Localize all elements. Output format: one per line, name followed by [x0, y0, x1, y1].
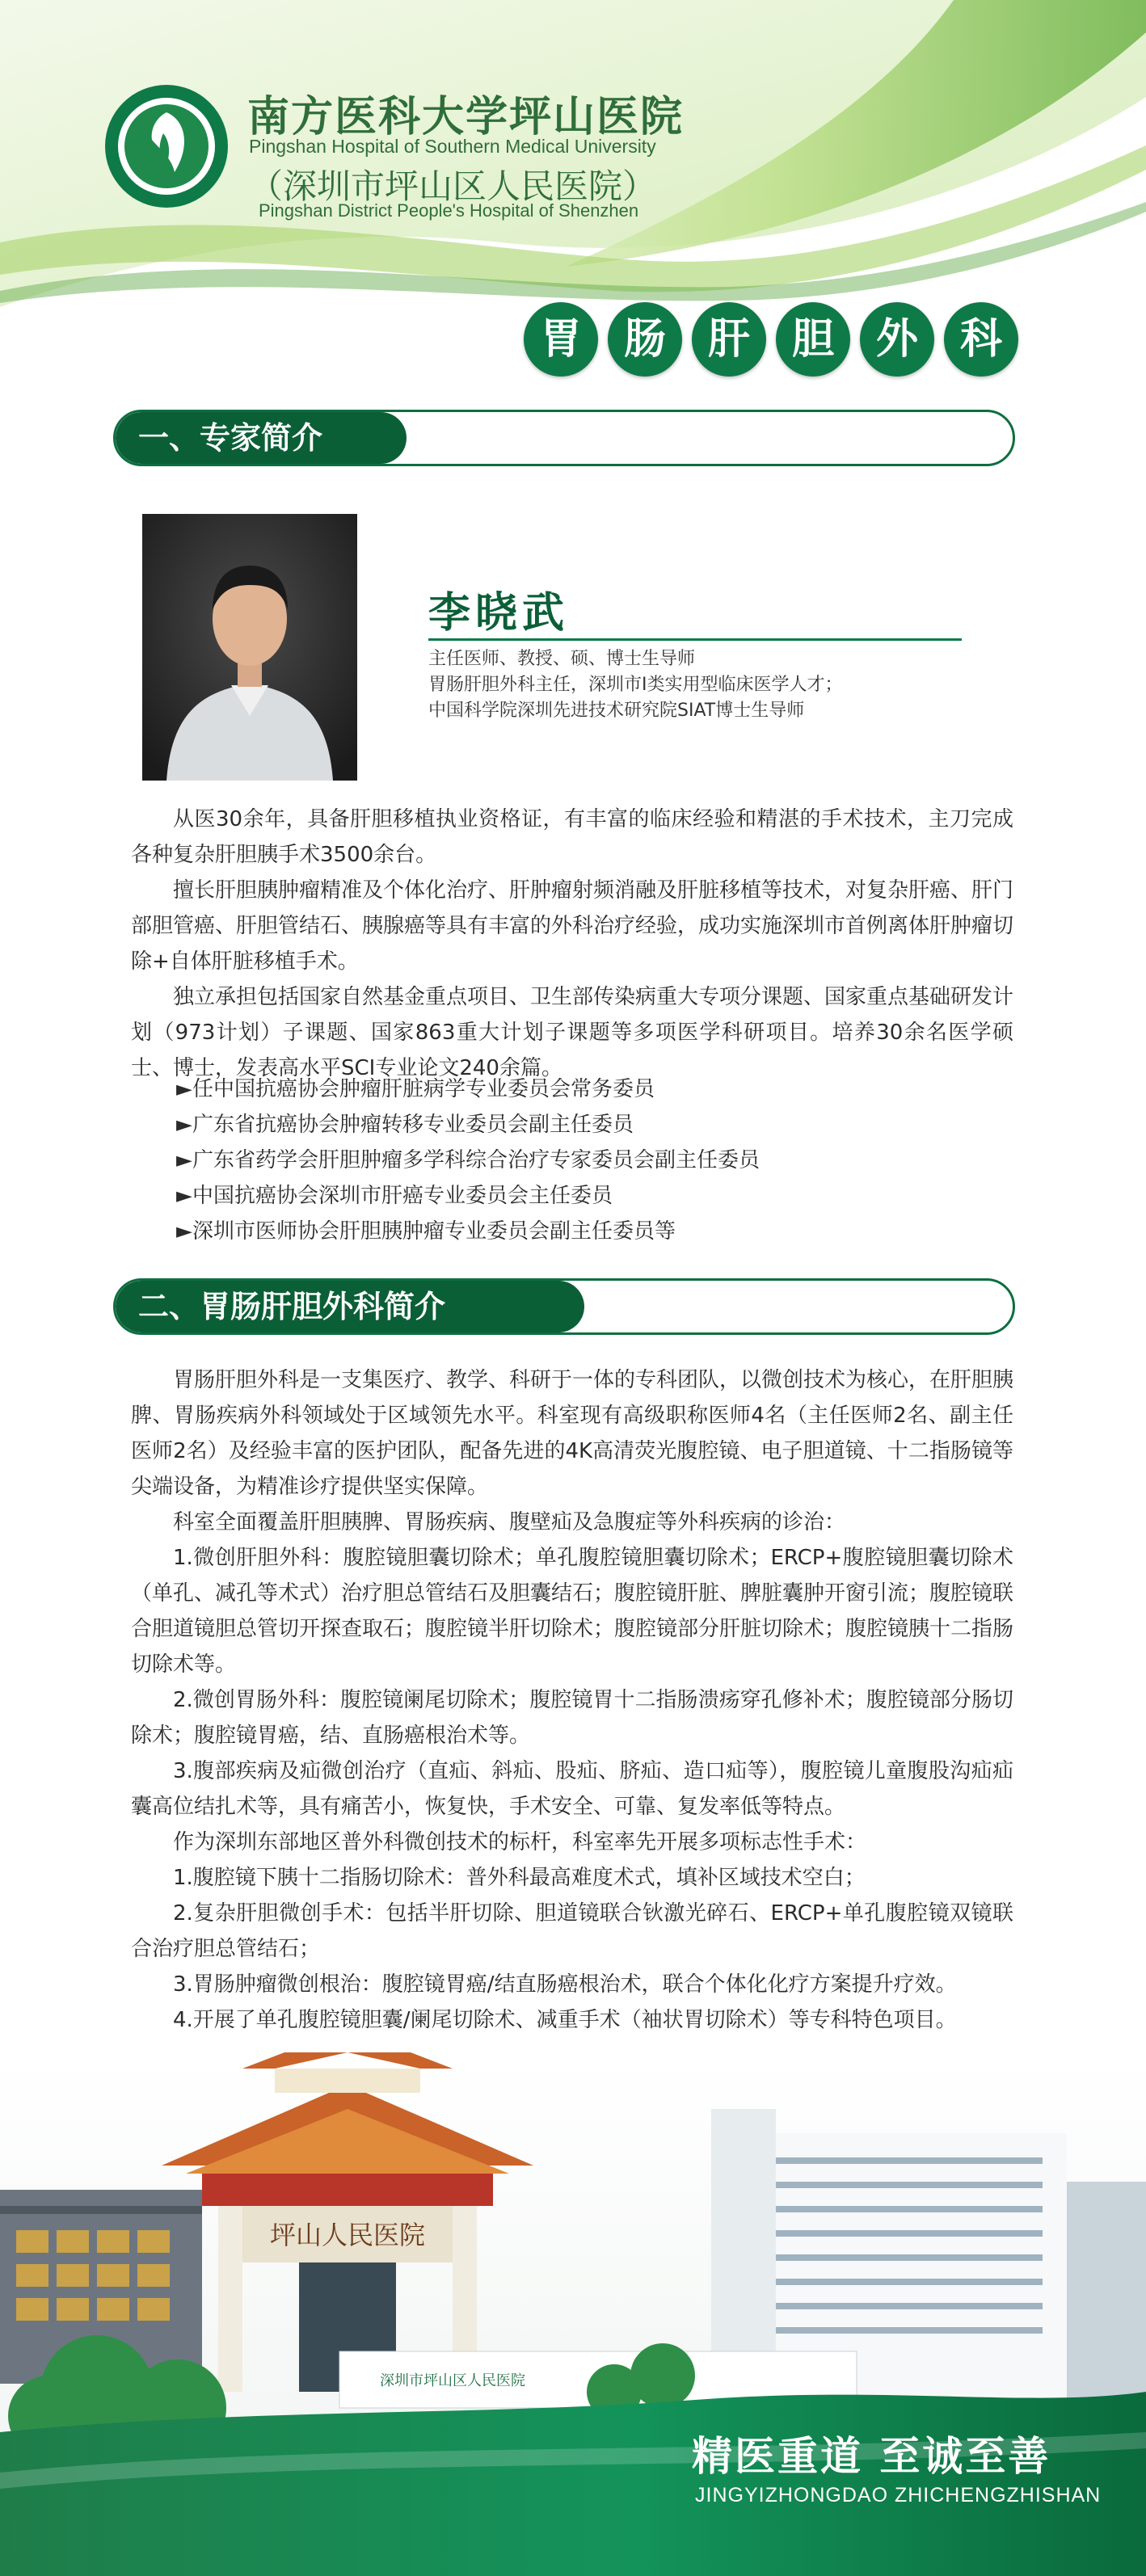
expert-photo — [142, 514, 357, 781]
expert-title-line: 胃肠肝胆外科主任，深圳市I类实用型临床医学人才； — [428, 675, 843, 695]
dept-char: 胆 — [776, 302, 850, 377]
section-header-department — [113, 1278, 1015, 1335]
section-title: 一、专家简介 — [116, 412, 407, 464]
slogan-en: JINGYIZHONGDAO ZHICHENGZHISHAN — [695, 2484, 1102, 2507]
intro-paragraph: 1.腹腔镜下胰十二指肠切除术：普外科最高难度术式，填补区域技术空白； — [173, 1866, 866, 1890]
intro-paragraph: 胃肠肝胆外科是一支集医疗、教学、科研于一体的专科团队，以微创技术为核心，在肝胆胰脾、胃肠疾病外科领域处于区域领先水平。科室现有高级职称医师4名（主任医师2名、副主任医师2名）及经验丰富的医护团队，配备先进的4K高清荧光腹腔镜、电子胆道镜、十二指肠镜等尖端设备，为精准诊疗提供坚实保障。 — [131, 1368, 1014, 1499]
expert-positions — [176, 1071, 760, 1249]
hospital-name-en: Pingshan Hospital of Southern Medical University — [249, 136, 656, 157]
expert-title-line: 中国科学院深圳先进技术研究院SIAT博士生导师 — [428, 701, 805, 721]
dept-char: 科 — [944, 302, 1018, 377]
bio-paragraph: 独立承担包括国家自然基金重点项目、卫生部传染病重大专项分课题、国家重点基础研发计划（973计划）子课题、国家863重大计划子课题等多项医学科研项目。培养30余名医学硕士、博士，发表高水平SCI专业论文240余篇。 — [131, 985, 1014, 1080]
intro-paragraph: 4.开展了单孔腹腔镜胆囊/阑尾切除术、减重手术（袖状胃切除术）等专科特色项目。 — [173, 2008, 957, 2032]
section-header-expert — [113, 410, 1015, 466]
expert-title-line: 主任医师、教授、硕、博士生导师 — [428, 649, 696, 669]
logo-emblem-icon — [103, 83, 230, 209]
dept-char: 外 — [860, 302, 934, 377]
building-sign: 深圳市坪山区人民医院 — [380, 2372, 525, 2389]
hospital-subname-cn: （深圳市坪山区人民医院） — [249, 166, 657, 206]
name-divider — [428, 638, 962, 641]
intro-paragraph: 科室全面覆盖肝胆胰脾、胃肠疾病、腹壁疝及急腹症等外科疾病的诊治： — [173, 1510, 846, 1534]
position-item: ►广东省药学会肝胆肿瘤多学科综合治疗专家委员会副主任委员 — [176, 1148, 760, 1172]
hospital-name-cn: 南方医科大学坪山医院 — [247, 92, 685, 141]
slogan: 精医重道 至诚至善 — [692, 2433, 1051, 2480]
position-item: ►广东省抗癌协会肿瘤转移专业委员会副主任委员 — [176, 1113, 634, 1137]
gate-sign: 坪山人民医院 — [269, 2220, 426, 2250]
position-item: ►深圳市医师协会肝胆胰肿瘤专业委员会副主任委员等 — [176, 1219, 676, 1244]
position-item: ►任中国抗癌协会肿瘤肝脏病学专业委员会常务委员 — [176, 1077, 655, 1101]
dept-char: 肝 — [692, 302, 766, 377]
intro-paragraph: 3.腹部疾病及疝微创治疗（直疝、斜疝、股疝、脐疝、造口疝等），腹腔镜儿童腹股沟疝疝囊高位结扎术等，具有痛苦小，恢复快，手术安全、可靠、复发率低等特点。 — [131, 1759, 1013, 1819]
intro-paragraph: 1.微创肝胆外科：腹腔镜胆囊切除术；单孔腹腔镜胆囊切除术；ERCP+腹腔镜胆囊切除术（单孔、减孔等术式）治疗胆总管结石及胆囊结石；腹腔镜肝脏、脾脏囊肿开窗引流；腹腔镜联合胆道镜胆总管切开探查取石；腹腔镜半肝切除术；腹腔镜部分肝脏切除术；腹腔镜胰十二指肠切除术等。 — [131, 1546, 1014, 1677]
dept-char: 胃 — [524, 302, 598, 377]
bio-paragraph: 从医30余年，具备肝胆移植执业资格证，有丰富的临床经验和精湛的手术技术，主刀完成各种复杂肝胆胰手术3500余台。 — [131, 807, 1013, 867]
expert-titles — [428, 646, 843, 724]
department-intro — [131, 1362, 1013, 2038]
intro-paragraph: 2.复杂肝胆微创手术：包括半肝切除、胆道镜联合钬激光碎石、ERCP+单孔腹腔镜双镜联合治疗胆总管结石； — [131, 1901, 1013, 1961]
section-title: 二、胃肠肝胆外科简介 — [116, 1281, 584, 1332]
expert-bio — [131, 802, 1013, 1086]
department-title — [524, 302, 1018, 377]
intro-paragraph: 作为深圳东部地区普外科微创技术的标杆，科室率先开展多项标志性手术： — [173, 1830, 867, 1854]
bio-paragraph: 擅长肝胆胰肿瘤精准及个体化治疗、肝肿瘤射频消融及肝脏移植等技术，对复杂肝癌、肝门部胆管癌、肝胆管结石、胰腺癌等具有丰富的外科治疗经验，成功实施深圳市首例离体肝肿瘤切除+自体肝脏移植手术。 — [131, 878, 1014, 974]
expert-name: 李晓武 — [428, 589, 570, 638]
intro-paragraph: 3.胃肠肿瘤微创根治：腹腔镜胃癌/结直肠癌根治术，联合个体化化疗方案提升疗效。 — [173, 1972, 957, 1997]
hospital-subname-en: Pingshan District People's Hospital of Shenzhen — [259, 200, 639, 221]
hospital-logo — [103, 83, 230, 209]
dept-char: 肠 — [608, 302, 682, 377]
intro-paragraph: 2.微创胃肠外科：腹腔镜阑尾切除术；腹腔镜胃十二指肠溃疡穿孔修补术；腹腔镜部分肠切除术；腹腔镜胃癌，结、直肠癌根治术等。 — [131, 1688, 1013, 1748]
position-item: ►中国抗癌协会深圳市肝癌专业委员会主任委员 — [176, 1184, 613, 1208]
